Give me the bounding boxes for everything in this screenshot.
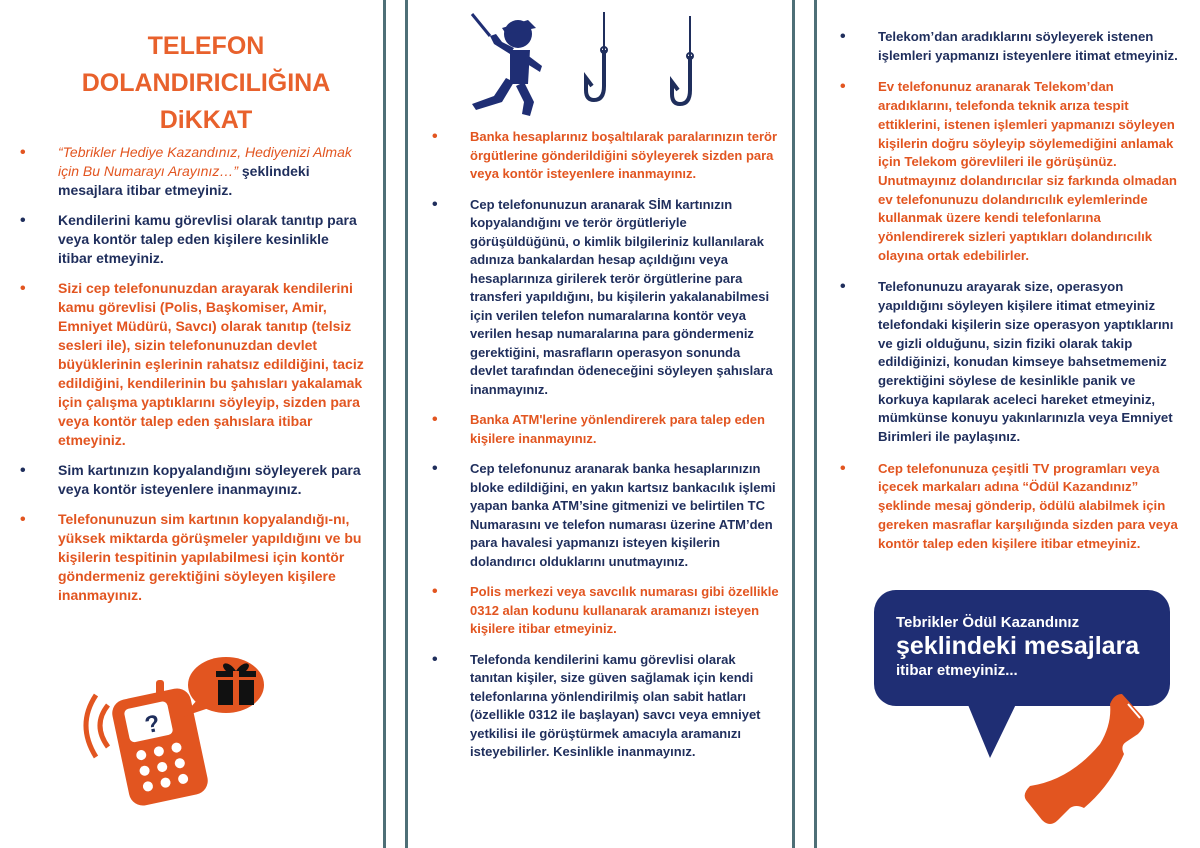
title-line-3: DiKKAT [159, 106, 253, 134]
list-item: • Cep telefonunuzun aranarak SİM kartınızın kopyalandığını ve terör örgütleriyle görüşüldüğünü, o kimlik bilgileriniz kullanılarak adınıza bankalardan hesap açıldığını veya hesaplarınıza girilerek terör örgütlerine para transferi yapıldığını, bu kişilerin yakalanabilmesi için verilen telefon numaralarına kontör veya verilen hesap numaralarına para göndermeniz gerektiğini, masrafların operasyon sonunda devlet tarafından ödeneceğini söyleyen şahıslara inanmayınız. [430, 196, 780, 400]
fishing-hook-icon-2 [666, 16, 706, 108]
list-item: • Banka hesaplarınız boşaltılarak paralarınızın terör örgütlerine gönderildiğini söyleyerek sizden para veya kontör isteyenlere inanmayınız. [430, 128, 780, 184]
list-item: • Ev telefonunuz aranarak Telekom’dan aradıklarını, telefonda teknik arıza tespit ettiklerini, istenen işlemleri yapmanızı söyleyen kişilerin doğru söyleyip söylemediğini anlamak için Telekom görevlileri ile görüşünüz. Unutmayınız dolandırıcılar siz farkında olmadan ev telefonunuzu dolandırıcılık eylemlerinde kullanmak üzere kendi telefonlarına yönlendirerek sizleri yaptıkları dolandırıcılık olayına ortak edebilirler. [838, 78, 1182, 265]
bubble-line-1: Tebrikler Ödül Kazandınız [896, 614, 1080, 631]
column-left [18, 28, 364, 616]
gift-icon [208, 657, 264, 713]
column-right [838, 28, 1182, 566]
warning-list-left [18, 143, 364, 605]
list-item: • Telefonunuzu arayarak size, operasyon yapıldığını söyleyen kişilere itimat etmeyiniz telefondaki kişilerin size operasyon yaptıklarını ve gizli olduğunu, sizin fiziki olarak takip edildiğinizi, konudan kimseye bahsetmemeniz gerektiğini söylese de kesinlikle panik ve korkuya kapılarak aceleci hareket etmeyiniz, mümkünse konuyu yakınlarınızla veya Emniyet Birimleri ile paylaşınız. [838, 278, 1182, 446]
title-line-1: TELEFON [147, 32, 265, 60]
list-item: • Polis merkezi veya savcılık numarası gibi özellikle 0312 alan kodunu kullanarak aramanızı isteyen kişilere itibar etmeyiniz. [430, 583, 780, 639]
bubble-line-2: şeklindeki mesajlara [896, 632, 1140, 660]
quote-rest: şeklindeki mesajlara itibar etmeyiniz. [58, 163, 310, 198]
quote-text: “Tebrikler Hediye Kazandınız, Hediyenizi Almak için Bu Numarayı Arayınız…” [58, 144, 352, 179]
fishing-hook-icon [582, 12, 622, 104]
title-line-2: DOLANDIRICILIĞINA [81, 69, 331, 97]
column-divider-2 [405, 0, 408, 848]
list-item: • Banka ATM'lerine yönlendirerek para talep eden kişilere inanmayınız. [430, 411, 780, 448]
list-item: • Cep telefonunuza çeşitli TV programları veya içecek markaları adına “Ödül Kazandınız” şeklinde mesaj gönderip, ödülü alabilmek için gereken masraflar karşılığında sizden para veya kontör talep eden kişilere itibar etmeyiniz. [838, 460, 1182, 554]
list-item [18, 143, 364, 200]
column-divider-3 [792, 0, 795, 848]
bubble-tail [960, 700, 1040, 760]
list-item: • Telefonunuzun sim kartının kopyalandığı-nı, yüksek miktarda görüşmeler yapıldığını ve bu kişilerin tespitinin yapılabilmesi için kontör göndermeniz gerektiğini söyleyen kişilere inanmayınız. [18, 510, 364, 605]
column-middle [430, 128, 780, 774]
svg-text:?: ? [142, 709, 163, 740]
warning-list-middle [430, 128, 780, 762]
column-divider-4 [814, 0, 817, 848]
list-item: • Sizi cep telefonunuzdan arayarak kendilerini kamu görevlisi (Polis, Başkomiser, Amir, Emniyet Müdürü, Savcı) olarak tanıtıp (telsiz sesleri ile), sizin telefonunuzdan devlet büyüklerinin eşlerinin rahatsız edildiğini, taciz edildiğini, kendilerinin bu şahısları yakalamak için çalışma yaptıklarını söyleyip, sizden para veya kontör talep eden şahıslara itibar etmeyiniz. [18, 279, 364, 450]
prize-message-bubble [874, 590, 1170, 706]
telephone-handset-icon [1040, 690, 1150, 840]
list-item: • Sim kartınızın kopyalandığını söyleyerek para veya kontör isteyenlere inanmayınız. [18, 461, 364, 499]
page-title [18, 28, 364, 139]
warning-list-right [838, 28, 1182, 553]
list-item: • Cep telefonunuz aranarak banka hesaplarınızın bloke edildiğini, en yakın kartsız bankacılık işlemi yapan banka ATM’sine gitmenizi ve belirtilen TC Numarasını ve telefon numarası üzerine ATM’den para havalesi yapmanızı isteyen kişilerin dolandırıcı olduklarını unutmayınız. [430, 460, 780, 571]
list-item: • Kendilerini kamu görevlisi olarak tanıtıp para veya kontör talep eden kişilere kesinlikle itibar etmeyiniz. [18, 211, 364, 268]
bubble-line-3: itibar etmeyiniz... [896, 662, 1018, 679]
list-item: • Telefonda kendilerini kamu görevlisi olarak tanıtan kişiler, size güven sağlamak için kendi telefonlarına yönlendirilmiş olan sabit hatları (özellikle 0312 ile başlayan) savcı veya emniyet yetkilisi ile görüştürmek amacıyla aramanızı isteyebilirler. Kesinlikle inanmayınız. [430, 651, 780, 762]
list-item: • Telekom’dan aradıklarını söyleyerek istenen işlemleri yapmanızı isteyenlere itimat etmeyiniz. [838, 28, 1182, 65]
column-divider-1 [383, 0, 386, 848]
fisherman-icon [466, 14, 566, 118]
